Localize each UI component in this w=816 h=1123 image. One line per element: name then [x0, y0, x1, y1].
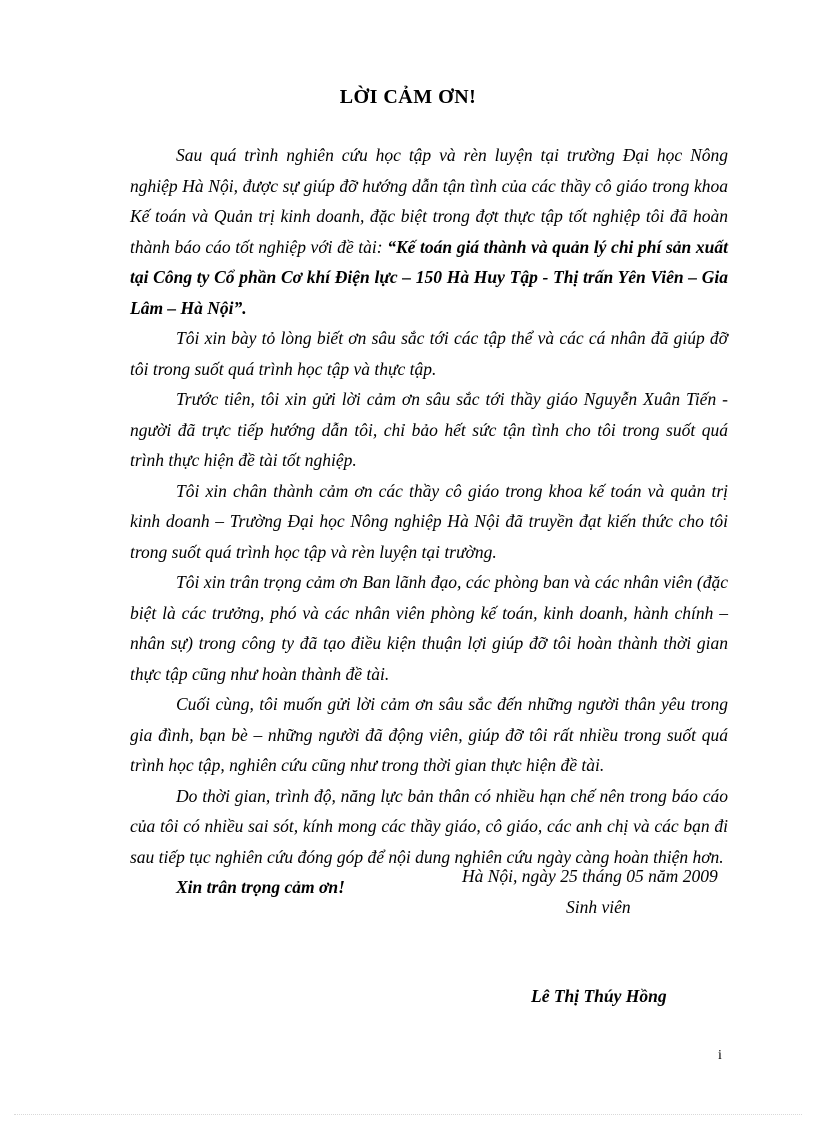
page-bottom-divider [14, 1114, 802, 1115]
date-line: Hà Nội, ngày 25 tháng 05 năm 2009 [462, 866, 718, 886]
paragraph-5: Tôi xin trân trọng cảm ơn Ban lãnh đạo, các phòng ban và các nhân viên (đặc biệt là các trưởng, phó và các nhân viên phòng kế toán, kinh doanh, hành chính – nhân sự) trong công ty đã tạo điều kiện thuận lợi giúp đỡ tôi hoàn thành thời gian thực tập cũng như hoàn thành đề tài. [130, 572, 728, 684]
role-line: Sinh viên [566, 897, 631, 917]
paragraph-1 [130, 140, 728, 323]
signature-name: Lê Thị Thúy Hồng [531, 986, 667, 1006]
paragraph-3: Trước tiên, tôi xin gửi lời cảm ơn sâu sắc tới thầy giáo Nguyễn Xuân Tiến - người đã trực tiếp hướng dẫn tôi, chỉ bảo hết sức tận tình cho tôi trong suốt quá trình thực hiện đề tài tốt nghiệp. [130, 389, 728, 470]
paragraph-7: Do thời gian, trình độ, năng lực bản thân có nhiều hạn chế nên trong báo cáo của tôi có nhiều sai sót, kính mong các thầy giáo, cô giáo, các anh chị và các bạn đi sau tiếp tục nghiên cứu đóng góp để nội dung nghiên cứu ngày càng hoàn thiện hơn. [130, 785, 728, 867]
paragraph-2: Tôi xin bày tỏ lòng biết ơn sâu sắc tới các tập thể và các cá nhân đã giúp đỡ tôi trong suốt quá trình học tập và thực tập. [130, 328, 728, 379]
paragraph-4: Tôi xin chân thành cảm ơn các thầy cô giáo trong khoa kế toán và quản trị kinh doanh – Trường Đại học Nông nghiệp Hà Nội đã truyền đạt kiến thức cho tôi trong suốt quá trình học tập và rèn luyện tại trường. [130, 480, 728, 562]
acknowledgement-body [130, 140, 728, 903]
thesis-topic: “Kế toán giá thành và quản lý chi phí sản xuất tại Công ty Cổ phần Cơ khí Điện lực – 150 Hà Huy Tập - Thị trấn Yên Viên – Gia Lâm – Hà Nội”. [130, 236, 728, 318]
paragraph-6: Cuối cùng, tôi muốn gửi lời cảm ơn sâu sắc đến những người thân yêu trong gia đình, bạn bè – những người đã động viên, giúp đỡ tôi rất nhiều trong suốt quá trình học tập, nghiên cứu cũng như trong thời gian thực hiện đề tài. [130, 694, 728, 775]
closing-line: Xin trân trọng cảm ơn! [176, 877, 345, 897]
page-title: LỜI CẢM ƠN! [339, 86, 477, 108]
page-number: i [718, 1048, 722, 1063]
paragraph-1-intro: Sau quá trình nghiên cứu học tập và rèn luyện tại trường Đại học Nông nghiệp Hà Nội, được sự giúp đỡ hướng dẫn tận tình của các thầy cô giáo trong khoa Kế toán và Quản trị kinh doanh, đặc biệt trong đợt thực tập tốt nghiệp tôi đã hoàn thành báo cáo tốt nghiệp với đề tài: [130, 145, 728, 257]
